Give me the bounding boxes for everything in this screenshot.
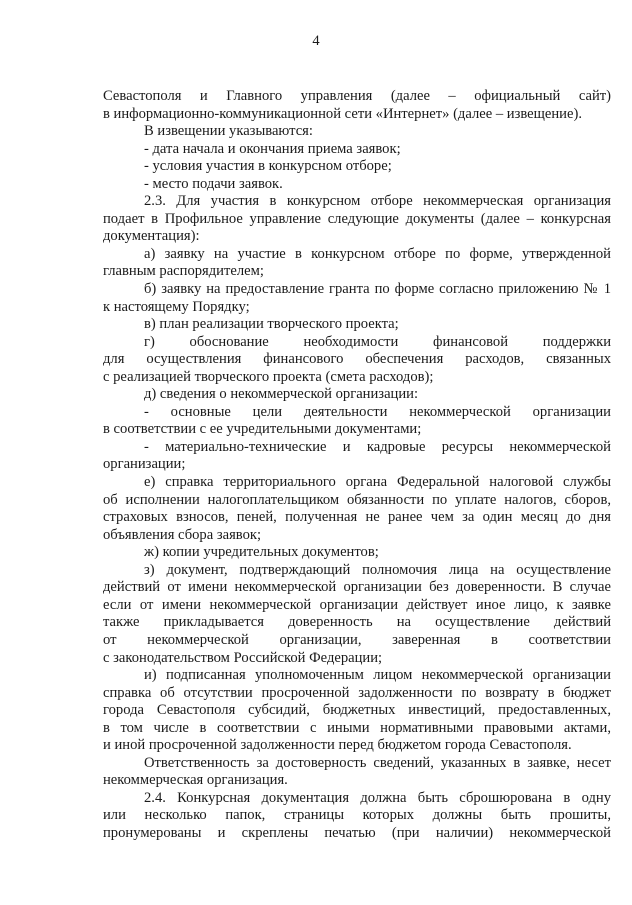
text-line: - материально-технические и кадровые ресурсы некоммерческой	[144, 438, 611, 455]
text-line: организации;	[103, 456, 186, 473]
text-line: в) план реализации творческого проекта;	[144, 316, 399, 333]
text-line: - место подачи заявок.	[144, 175, 283, 192]
text-line: - основные цели деятельности некоммерческой организации	[144, 403, 611, 420]
text-line: некоммерческая организация.	[103, 772, 288, 789]
body-text	[103, 88, 611, 843]
text-line: объявления сбора заявок;	[103, 526, 262, 543]
text-line: Ответственность за достоверность сведений, указанных в заявке, несет	[144, 754, 611, 771]
text-line: с реализацией творческого проекта (смета расходов);	[103, 368, 434, 385]
text-line: подает в Профильное управление следующие документы (далее – конкурсная	[103, 210, 611, 227]
text-line: В извещении указываются:	[144, 123, 313, 140]
text-line: справка об отсутствии просроченной задолженности по возврату в бюджет	[103, 684, 611, 701]
text-line: если от имени некоммерческой организации действует иное лицо, к заявке	[103, 596, 611, 613]
text-line: для осуществления финансового обеспечения расходов, связанных	[103, 351, 611, 368]
text-line: пронумерованы и скреплены печатью (при наличии) некоммерческой	[103, 824, 611, 841]
text-line: с законодательством Российской Федерации;	[103, 649, 383, 666]
text-line: страховых взносов, пеней, полученная не ранее чем за один месяц до дня	[103, 509, 611, 526]
text-line: в том числе в соответствии с иными нормативными правовыми актами,	[103, 719, 611, 736]
text-line: в соответствии с ее учредительными документами;	[103, 421, 422, 438]
text-line: г) обоснование необходимости финансовой поддержки	[144, 333, 611, 350]
text-line: б) заявку на предоставление гранта по форме согласно приложению № 1	[144, 281, 611, 298]
text-line: д) сведения о некоммерческой организации:	[144, 386, 419, 403]
text-line: и иной просроченной задолженности перед бюджетом города Севастополя.	[103, 737, 572, 754]
text-line: города Севастополя субсидий, бюджетных инвестиций, предоставленных,	[103, 702, 611, 719]
text-line: или несколько папок, страницы которых должны быть прошиты,	[103, 807, 611, 824]
text-line: 2.4. Конкурсная документация должна быть сброшюрована в одну	[144, 789, 611, 806]
page-number: 4	[312, 33, 320, 49]
text-line: в информационно-коммуникационной сети «Интернет» (далее – извещение).	[103, 105, 582, 122]
text-line: а) заявку на участие в конкурсном отборе по форме, утвержденной	[144, 245, 611, 262]
text-line: - условия участия в конкурсном отборе;	[144, 158, 392, 175]
text-line: ж) копии учредительных документов;	[144, 544, 379, 561]
text-line: и) подписанная уполномоченным лицом некоммерческой организации	[144, 667, 611, 684]
text-line: от некоммерческой организации, заверенная в соответствии	[103, 631, 611, 648]
text-line: е) справка территориального органа Федеральной налоговой службы	[144, 474, 611, 491]
text-line: к настоящему Порядку;	[103, 298, 250, 315]
text-line: Севастополя и Главного управления (далее – официальный сайт)	[103, 88, 611, 104]
text-line: также прикладывается доверенность на осуществление действий	[103, 614, 611, 631]
text-line: 2.3. Для участия в конкурсном отборе некоммерческая организация	[144, 193, 611, 210]
text-line: - дата начала и окончания приема заявок;	[144, 140, 401, 157]
text-line: з) документ, подтверждающий полномочия лица на осуществление	[144, 561, 611, 578]
text-line: главным распорядителем;	[103, 263, 264, 280]
text-line: об исполнении налогоплательщиком обязанности по уплате налогов, сборов,	[103, 491, 611, 508]
text-line: действий от имени некоммерческой организации без доверенности. В случае	[103, 579, 611, 596]
text-line: документация):	[103, 228, 200, 245]
